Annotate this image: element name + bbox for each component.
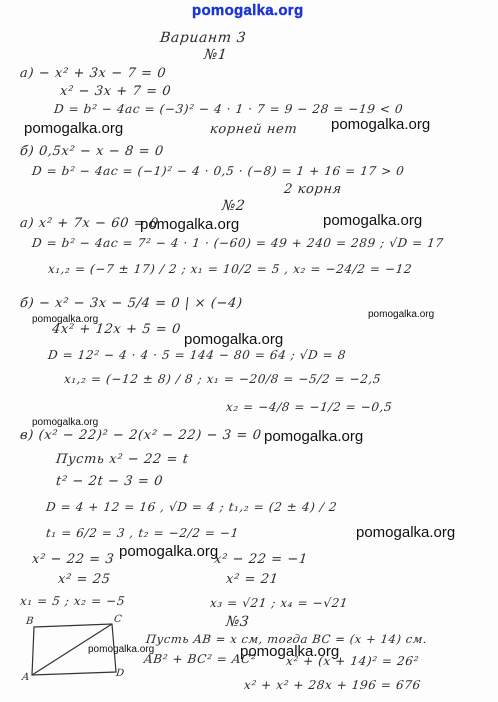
- watermark: pomogalka.org: [368, 309, 435, 320]
- task2a-line1: а) x² + 7x − 60 = 0: [19, 216, 160, 231]
- task3-line2: AB² + BC² = AC²: [143, 652, 258, 666]
- task2c-line8: x² = 25: [57, 572, 112, 587]
- task2b-line3: D = 12² − 4 · 4 · 5 = 144 − 80 = 64 ; √D = 8: [47, 348, 347, 362]
- task2c-line6: x² − 22 = 3: [31, 552, 116, 567]
- task1b-conclusion: 2 корня: [283, 182, 343, 197]
- watermark: pomogalka.org: [323, 212, 423, 229]
- watermark: pomogalka.org: [119, 543, 219, 560]
- watermark-top: pomogalka.org: [192, 2, 304, 19]
- vertex-label-c: C: [113, 614, 123, 625]
- task2b-line4: x₁,₂ = (−12 ± 8) / 8 ; x₁ = −20/8 = −5/2 = −2,5: [63, 372, 382, 386]
- task1b-line2: D = b² − 4ac = (−1)² − 4 · 0,5 · (−8) = 1 + 16 = 17 > 0: [31, 164, 406, 178]
- task2b-line2: 4x² + 12x + 5 = 0: [51, 322, 182, 337]
- task2b-line1: б) − x² − 3x − 5/4 = 0 | × (−4): [19, 296, 244, 311]
- task2c-line11: x₃ = √21 ; x₄ = −√21: [209, 596, 349, 610]
- task3-line4: x² + x² + 28x + 196 = 676: [243, 678, 422, 692]
- vertex-label-a: A: [21, 672, 31, 683]
- watermark: pomogalka.org: [240, 643, 340, 660]
- task2b-line5: x₂ = −4/8 = −1/2 = −0,5: [225, 400, 394, 414]
- watermark: pomogalka.org: [331, 116, 431, 133]
- watermark: pomogalka.org: [264, 428, 364, 445]
- task1b-line1: б) 0,5x² − x − 8 = 0: [19, 144, 165, 159]
- task1a-line2: x² − 3x + 7 = 0: [59, 84, 172, 99]
- task1a-line1: а) − x² + 3x − 7 = 0: [19, 66, 167, 81]
- task1a-line3: D = b² − 4ac = (−3)² − 4 · 1 · 7 = 9 − 28 = −19 < 0: [53, 102, 404, 116]
- vertex-label-d: D: [115, 668, 126, 679]
- vertex-label-b: B: [25, 616, 35, 627]
- task3-heading: №3: [225, 614, 251, 630]
- watermark: pomogalka.org: [140, 216, 240, 233]
- watermark: pomogalka.org: [32, 314, 99, 325]
- watermark: pomogalka.org: [24, 120, 124, 137]
- task2-heading: №2: [221, 198, 247, 214]
- task2c-line4: D = 4 + 12 = 16 , √D = 4 ; t₁,₂ = (2 ± 4) / 2: [45, 500, 338, 514]
- task2c-line5: t₁ = 6/2 = 3 , t₂ = −2/2 = −1: [45, 526, 240, 540]
- task3-line1: Пусть AB = x см, тогда BC = (x + 14) см.: [145, 632, 429, 646]
- watermark: pomogalka.org: [356, 524, 456, 541]
- task2c-line3: t² − 2t − 3 = 0: [55, 474, 164, 489]
- variant-heading: Вариант 3: [159, 30, 248, 46]
- task2c-line10: x₁ = 5 ; x₂ = −5: [19, 594, 126, 608]
- task2a-line2: D = b² − 4ac = 7² − 4 · 1 · (−60) = 49 + 240 = 289 ; √D = 17: [31, 236, 445, 250]
- task1a-conclusion: корней нет: [209, 122, 299, 137]
- task1-heading: №1: [203, 47, 229, 63]
- task2c-line2: Пусть x² − 22 = t: [55, 452, 190, 467]
- watermark: pomogalka.org: [184, 331, 284, 348]
- task3-line3: x² + (x + 14)² = 26²: [285, 654, 420, 668]
- watermark: pomogalka.org: [32, 417, 99, 428]
- task2c-line9: x² = 21: [225, 572, 280, 587]
- task2c-line1: в) (x² − 22)² − 2(x² − 22) − 3 = 0: [19, 428, 263, 443]
- task2c-line7: x² − 22 = −1: [213, 552, 309, 567]
- task2a-line3: x₁,₂ = (−7 ± 17) / 2 ; x₁ = 10/2 = 5 , x₂ = −24/2 = −12: [47, 262, 413, 276]
- watermark: pomogalka.org: [88, 644, 155, 655]
